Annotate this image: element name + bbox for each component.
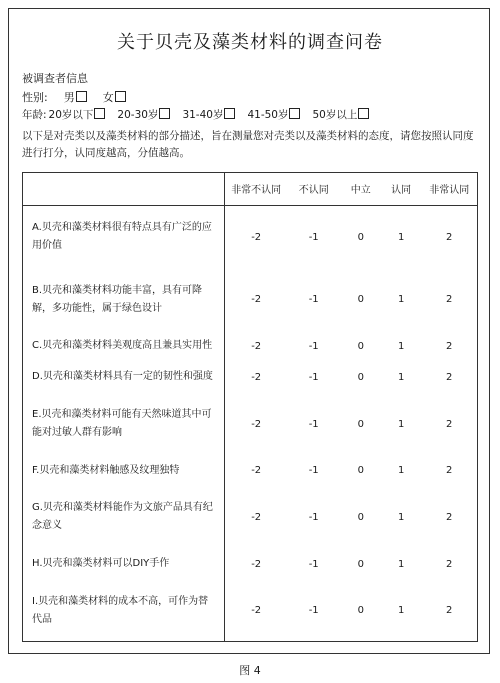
age-option-1[interactable] xyxy=(49,107,106,122)
rating-option[interactable]: -1 xyxy=(308,371,319,383)
question-text: D.贝壳和藻类材料具有一定的韧性和强度 xyxy=(22,362,224,393)
age-option-3-checkbox[interactable] xyxy=(224,108,235,119)
rating-option[interactable]: -1 xyxy=(308,465,319,477)
age-option-5-checkbox[interactable] xyxy=(358,108,369,119)
table-header-col: 非常不认同 xyxy=(224,172,288,206)
age-line xyxy=(22,107,381,122)
rating-option[interactable]: 1 xyxy=(397,558,405,570)
rating-option[interactable]: -2 xyxy=(251,511,262,523)
rating-option[interactable]: 1 xyxy=(397,294,405,306)
rating-option[interactable]: 2 xyxy=(446,511,453,523)
rating-option[interactable]: 2 xyxy=(446,340,453,352)
rating-option[interactable]: 2 xyxy=(446,371,453,383)
table-row xyxy=(22,269,478,331)
gender-option-male[interactable] xyxy=(64,89,87,105)
table-header-col: 不认同 xyxy=(288,172,340,206)
age-label: 年龄: xyxy=(22,109,47,121)
rating-option[interactable]: 0 xyxy=(357,294,364,306)
rating-option[interactable]: 0 xyxy=(357,558,364,570)
table-row xyxy=(22,486,478,548)
rating-option[interactable]: 2 xyxy=(446,465,453,477)
rating-option[interactable]: -1 xyxy=(308,418,319,430)
age-option-3[interactable] xyxy=(182,107,235,122)
age-option-1-label: 20岁以下 xyxy=(48,109,94,121)
rating-option[interactable]: -1 xyxy=(308,558,319,570)
question-text: H.贝壳和藻类材料可以DIY手作 xyxy=(22,549,224,580)
respondent-info-header: 被调查者信息 xyxy=(22,72,88,85)
age-option-2-checkbox[interactable] xyxy=(159,108,170,119)
rating-option[interactable]: 0 xyxy=(357,340,364,352)
rating-option[interactable]: -1 xyxy=(308,231,319,243)
age-option-4-label: 41-50岁 xyxy=(247,109,289,121)
rating-option[interactable]: 1 xyxy=(397,371,405,383)
table-row xyxy=(22,362,478,393)
question-text: G.贝壳和藻类材料能作为文旅产品具有纪念意义 xyxy=(22,486,224,548)
table-header-col: 认同 xyxy=(382,172,421,206)
gender-option-female[interactable] xyxy=(103,89,126,105)
rating-option[interactable]: -2 xyxy=(251,558,262,570)
intro-text: 以下是对壳类以及藻类材料的部分描述，旨在测量您对壳类以及藻类材料的态度，请您按照认同度进行打分，认同度越高，分值越高。 xyxy=(22,130,474,159)
age-option-4[interactable] xyxy=(247,107,300,122)
rating-option[interactable]: 2 xyxy=(446,418,453,430)
rating-option[interactable]: 2 xyxy=(446,605,453,617)
question-text: F.贝壳和藻类材料触感及纹理独特 xyxy=(22,455,224,486)
rating-option[interactable]: 1 xyxy=(397,231,405,243)
rating-option[interactable]: 1 xyxy=(397,340,405,352)
rating-option[interactable]: 2 xyxy=(446,558,453,570)
rating-option[interactable]: 2 xyxy=(446,294,453,306)
table-header-row xyxy=(22,172,478,206)
table-row xyxy=(22,206,478,269)
age-option-3-label: 31-40岁 xyxy=(182,109,224,121)
age-option-4-checkbox[interactable] xyxy=(289,108,300,119)
table-row xyxy=(22,393,478,455)
rating-option[interactable]: 0 xyxy=(357,465,364,477)
rating-option[interactable]: -2 xyxy=(251,231,262,243)
gender-male-checkbox[interactable] xyxy=(76,91,87,102)
rating-option[interactable]: -1 xyxy=(308,511,319,523)
rating-option[interactable]: -1 xyxy=(308,294,319,306)
page-title: 关于贝壳及藻类材料的调查问卷 xyxy=(117,32,383,53)
rating-table xyxy=(22,172,478,642)
gender-female-label: 女 xyxy=(102,91,114,104)
rating-option[interactable]: -1 xyxy=(308,605,319,617)
table-header-question xyxy=(22,172,224,206)
question-text: I.贝壳和藻类材料的成本不高，可作为替代品 xyxy=(22,580,224,642)
question-text: A.贝壳和藻类材料很有特点具有广泛的应用价值 xyxy=(22,206,224,269)
table-header-col: 非常认同 xyxy=(420,172,478,206)
gender-female-checkbox[interactable] xyxy=(115,91,126,102)
age-option-5[interactable] xyxy=(312,107,369,122)
age-option-5-label: 50岁以上 xyxy=(312,109,358,121)
rating-option[interactable]: 1 xyxy=(397,511,405,523)
rating-option[interactable]: -2 xyxy=(251,465,262,477)
rating-option[interactable]: 1 xyxy=(397,605,405,617)
table-header-col: 中立 xyxy=(340,172,382,206)
rating-option[interactable]: -2 xyxy=(251,340,262,352)
age-option-2[interactable] xyxy=(117,107,170,122)
rating-option[interactable]: -2 xyxy=(251,418,262,430)
rating-option[interactable]: -2 xyxy=(251,605,262,617)
question-text: B.贝壳和藻类材料功能丰富，具有可降解，多功能性，属于绿色设计 xyxy=(22,269,224,331)
age-option-2-label: 20-30岁 xyxy=(117,109,159,121)
rating-option[interactable]: 0 xyxy=(357,371,364,383)
rating-option[interactable]: 2 xyxy=(446,231,453,243)
gender-line xyxy=(22,89,126,105)
rating-option[interactable]: -1 xyxy=(308,340,319,352)
rating-option[interactable]: 1 xyxy=(397,418,405,430)
question-text: C.贝壳和藻类材料美观度高且兼具实用性 xyxy=(22,331,224,362)
rating-option[interactable]: 1 xyxy=(397,465,405,477)
rating-option[interactable]: -2 xyxy=(251,294,262,306)
table-row xyxy=(22,331,478,362)
table-row xyxy=(22,455,478,486)
question-text: E.贝壳和藻类材料可能有天然味道其中可能对过敏人群有影响 xyxy=(22,393,224,455)
rating-option[interactable]: -2 xyxy=(251,371,262,383)
table-row xyxy=(22,549,478,580)
rating-option[interactable]: 0 xyxy=(357,605,364,617)
gender-male-label: 男 xyxy=(63,91,75,104)
table-row xyxy=(22,580,478,642)
age-option-1-checkbox[interactable] xyxy=(94,108,105,119)
figure-caption: 图 4 xyxy=(239,664,261,677)
rating-option[interactable]: 0 xyxy=(357,231,364,243)
rating-option[interactable]: 0 xyxy=(357,418,364,430)
gender-label: 性别: xyxy=(22,91,48,104)
rating-option[interactable]: 0 xyxy=(357,511,364,523)
